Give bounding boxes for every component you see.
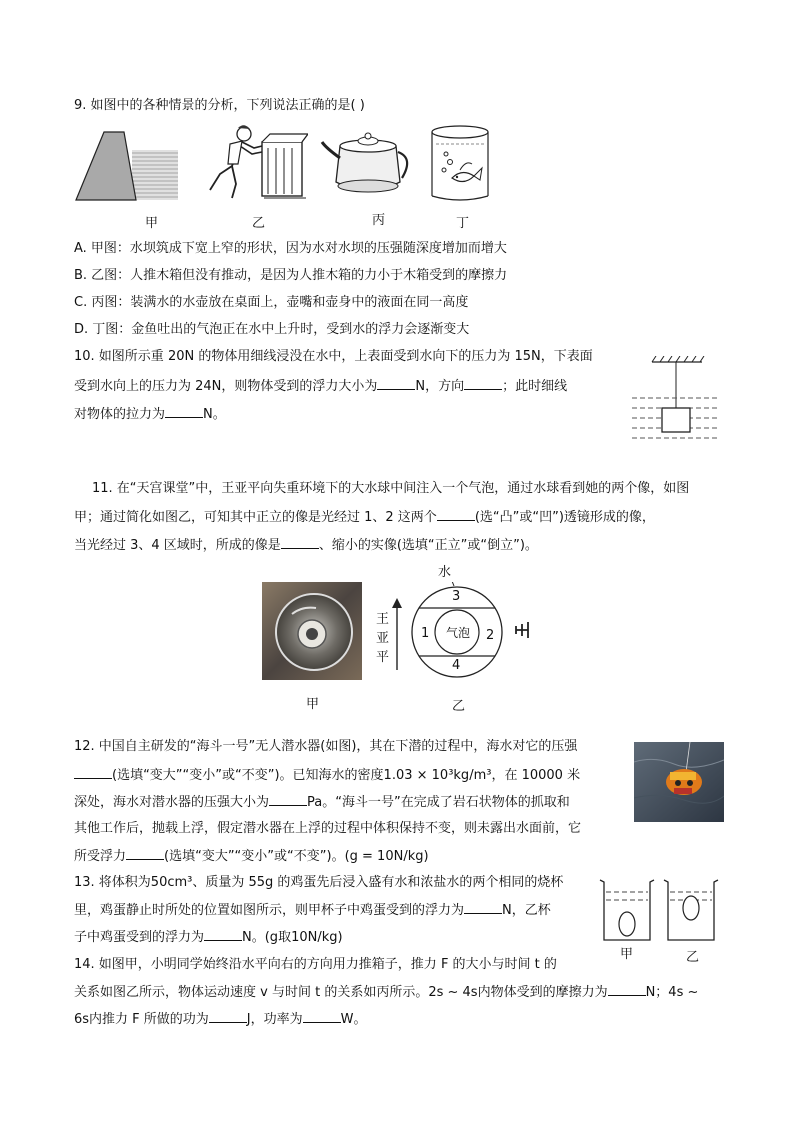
region-1-label: 1 (421, 626, 430, 641)
person-label-2: 亚 (376, 631, 390, 646)
q12-line3: 深处，海水对潜水器的压强大小为 Pa。“海斗一号”在完成了岩石状物体的抓取和 (74, 795, 570, 810)
q13-blank-jia[interactable] (464, 901, 502, 914)
q12-blank-buoyancy-change[interactable] (126, 847, 164, 860)
person-label-3: 平 (376, 650, 390, 665)
q12-line1: 12. 中国自主研发的“海斗一号”无人潜水器(如图)，其在下潜的过程中，海水对它的压强 (74, 739, 578, 754)
q11-line3: 当光经过 3、4 区域时，所成的像是 、缩小的实像(选填“正立”或“倒立”)。 (74, 538, 538, 553)
dam-figure (74, 128, 180, 202)
q14-blank-friction[interactable] (608, 983, 646, 996)
region-2-label: 2 (486, 628, 495, 643)
submerged-object-figure (632, 356, 720, 446)
q10-line3: 对物体的拉力为 N。 (74, 407, 226, 422)
q13-blank-yi[interactable] (204, 928, 242, 941)
caption-ding: 丁 (456, 216, 470, 231)
q12-line2: (选填“变大”“变小”或“不变”)。已知海水的密度1.03 × 10³kg/m³，在 10000 米 (74, 766, 580, 785)
q9-option-a: A. 甲图：水坝筑成下宽上窄的形状，因为水对水坝的压强随深度增加而增大 (74, 241, 507, 256)
region-4-label: 4 (452, 658, 461, 673)
q12-blank-pressure-value[interactable] (269, 793, 307, 806)
caption-bing: 丙 (372, 213, 386, 228)
bubble-label: 气泡 (446, 626, 471, 640)
q11-caption-jia: 甲 (306, 697, 320, 712)
q11-line1: 11. 在“天宫课堂”中，王亚平向失重环境下的大水球中间注入一个气泡，通过水球看到她的两个像，如图 (92, 481, 690, 496)
q11-caption-yi: 乙 (452, 699, 466, 714)
beakers-figure (596, 878, 724, 944)
q9-option-d: D. 丁图：金鱼吐出的气泡正在水中上升时，受到水的浮力会逐渐变大 (74, 322, 470, 337)
q13-line3: 子中鸡蛋受到的浮力为 N。(g取10N/kg) (74, 930, 343, 945)
q13-line1: 13. 将体积为50cm³、质量为 55g 的鸡蛋先后浸入盛有水和浓盐水的两个相同的烧杯 (74, 875, 564, 890)
q10-blank-direction[interactable] (464, 377, 502, 390)
q10-blank-buoyancy[interactable] (377, 377, 415, 390)
caption-yi: 乙 (252, 216, 266, 231)
q13-caption-jia: 甲 (620, 947, 634, 962)
inverted-image-mark (512, 620, 534, 638)
q9-stem: 9. 如图中的各种情景的分析，下列说法正确的是( ) (74, 98, 365, 113)
person-label-1: 王 (376, 612, 390, 627)
region-3-label: 3 (452, 589, 461, 604)
q13-line2: 里，鸡蛋静止时所处的位置如图所示，则甲杯子中鸡蛋受到的浮力为 N，乙杯 (74, 903, 551, 918)
q14-line2: 关系如图乙所示，物体运动速度 v 与时间 t 的关系如丙所示。2s ~ 4s内物体受到的摩擦力为 N；4s ~ (74, 985, 699, 1000)
q10-line1: 10. 如图所示重 20N 的物体用细线浸没在水中，上表面受到水向下的压力为 15N，下表面 (74, 349, 593, 364)
q14-blank-work[interactable] (209, 1010, 247, 1023)
water-ball-photo (262, 582, 362, 680)
q14-line1: 14. 如图甲，小明同学始终沿水平向右的方向用力推箱子，推力 F 的大小与时间 t 的 (74, 957, 557, 972)
q11-line2: 甲；通过简化如图乙，可知其中正立的像是光经过 1、2 这两个 (选“凸”或“凹”)透镜形成的像， (74, 510, 655, 525)
submersible-photo (634, 742, 724, 822)
water-label: 水 (438, 565, 452, 580)
fish-tank-figure (430, 124, 494, 204)
q12-blank-pressure-change[interactable] (74, 766, 112, 779)
q11-blank-orientation[interactable] (281, 536, 319, 549)
push-box-figure (202, 124, 308, 202)
q9-option-b: B. 乙图：人推木箱但没有推动，是因为人推木箱的力小于木箱受到的摩擦力 (74, 268, 508, 283)
q12-line4: 其他工作后，抛载上浮，假定潜水器在上浮的过程中体积保持不变，则未露出水面前，它 (74, 821, 582, 836)
upright-arrow (390, 598, 404, 672)
q14-blank-power[interactable] (303, 1010, 341, 1023)
q10-blank-tension[interactable] (165, 405, 203, 418)
teapot-figure (320, 128, 416, 198)
q9-option-c: C. 丙图：装满水的水壶放在桌面上，壶嘴和壶身中的液面在同一高度 (74, 295, 469, 310)
caption-jia: 甲 (145, 216, 159, 231)
q11-blank-lens[interactable] (437, 508, 475, 521)
q10-line2: 受到水向上的压力为 24N，则物体受到的浮力大小为 N，方向 ；此时细线 (74, 379, 568, 394)
q12-line5: 所受浮力 (选填“变大”“变小”或“不变”)。(g = 10N/kg) (74, 849, 429, 864)
q14-line3: 6s内推力 F 所做的功为 J，功率为 W。 (74, 1012, 367, 1027)
q13-caption-yi: 乙 (686, 950, 700, 965)
